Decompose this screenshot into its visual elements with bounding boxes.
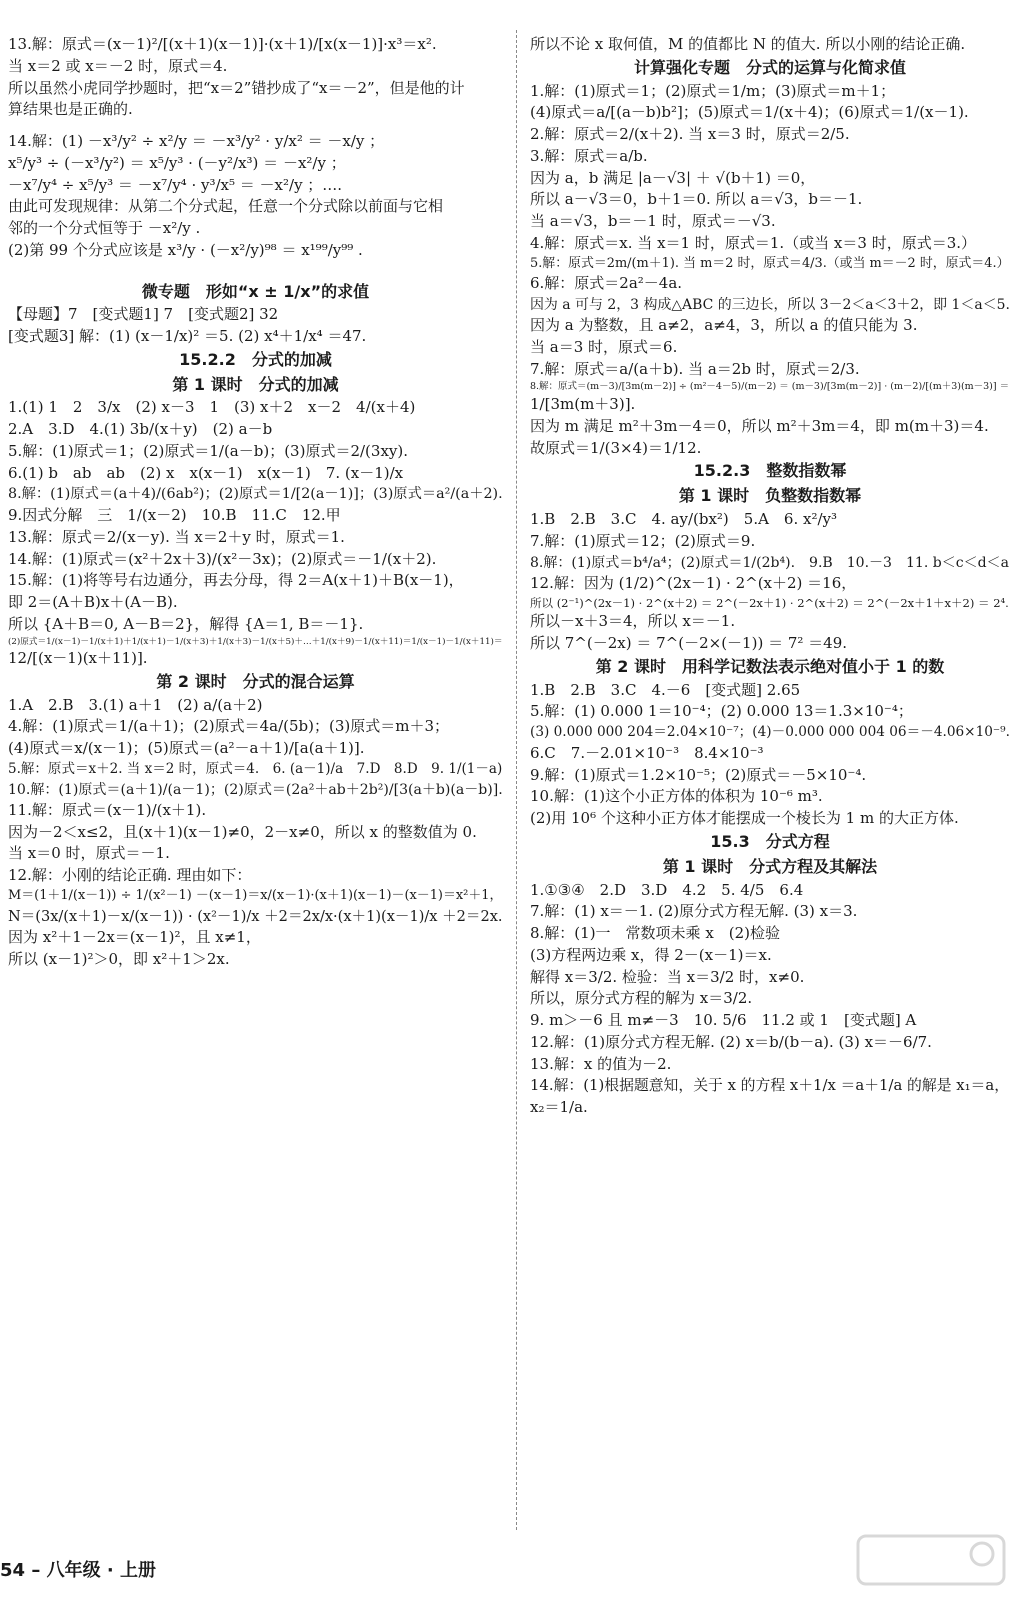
- section-heading: 15.2.2 分式的加减: [179, 349, 332, 369]
- answer-line: 所以不论 x 取何值，M 的值都比 N 的值大. 所以小刚的结论正确.: [530, 35, 966, 53]
- answer-line: 1.解：(1)原式＝1；(2)原式＝1/m；(3)原式＝m＋1；: [530, 81, 896, 100]
- left-answer-column: [8, 34, 503, 970]
- answer-line: (2)原式＝1/(x－1)－1/(x＋1)＋1/(x＋1)－1/(x＋3)＋1/(x＋3)－1/(x＋5)＋…＋1/(x＋9)－1/(x＋11)＝1/(x－1)－1/(x＋11)＝: [8, 636, 503, 647]
- answer-line: 9. m＞－6 且 m≠－3 10. 5/6 11.2 或 1 [变式题] A: [530, 1011, 917, 1030]
- answer-line: 所以 a－√3＝0，b＋1＝0. 所以 a＝√3，b＝－1.: [530, 190, 863, 209]
- section-heading: 第 1 课时 负整数指数幂: [678, 486, 862, 506]
- answer-line: 当 a＝3 时，原式＝6.: [530, 337, 678, 356]
- answer-line: x⁵/y³ ÷ (－x³/y²) ＝ x⁵/y³ · (－y²/x³) ＝ －x²/y ；: [8, 153, 346, 172]
- answer-line: 因为 m 满足 m²＋3m－4＝0，所以 m²＋3m＝4，即 m(m＋3)＝4.: [530, 416, 989, 435]
- answer-line: 所以虽然小虎同学抄题时，把“x＝2”错抄成了“x＝－2”，但是他的计: [8, 78, 465, 97]
- answer-line: 1.①③④ 2.D 3.D 4.2 5. 4/5 6.4: [530, 880, 804, 899]
- answer-line: 13.解：原式＝2/(x－y). 当 x＝2＋y 时，原式＝1.: [8, 527, 345, 546]
- answer-line: 所以 (x－1)²＞0，即 x²＋1＞2x.: [8, 949, 230, 968]
- answer-line: 14.解：(1)根据题意知，关于 x 的方程 x＋1/x ＝a＋1/a 的解是 x₁＝a，: [530, 1077, 1010, 1095]
- section-heading: 微专题 形如“x ± 1/x”的求值: [141, 281, 370, 301]
- answer-line: (4)原式＝a/[(a－b)b²]；(5)原式＝1/(x＋4)；(6)原式＝1/(x－1).: [530, 103, 969, 122]
- answer-line: 8.解：(1)原式＝(a＋4)/(6ab²)；(2)原式＝1/[2(a－1)]；(3)原式＝a²/(a＋2).: [8, 486, 503, 503]
- answer-line: 即 2＝(A＋B)x＋(A－B).: [8, 593, 178, 612]
- answer-line: 8.解：(1)原式＝b⁴/a⁴；(2)原式＝1/(2b⁴). 9.B 10.－3 11. b＜c＜d＜a: [530, 554, 1009, 571]
- section-heading: 第 2 课时 用科学记数法表示绝对值小于 1 的数: [595, 656, 945, 676]
- answer-line: 1.A 2.B 3.(1) a＋1 (2) a/(a＋2): [8, 695, 263, 714]
- section-heading: 第 1 课时 分式的加减: [172, 374, 339, 394]
- answer-line: (3) 0.000 000 204＝2.04×10⁻⁷；(4)－0.000 000 004 06＝－4.06×10⁻⁹.: [530, 724, 1010, 741]
- answer-line: (2)用 10⁶ 个这种小正方体才能摆成一个棱长为 1 m 的大正方体.: [530, 809, 959, 828]
- answer-line: 1/[3m(m＋3)].: [530, 395, 636, 414]
- column-divider: [516, 30, 517, 1530]
- answer-line: 4.解：原式＝x. 当 x＝1 时，原式＝1.（或当 x＝3 时，原式＝3.）: [530, 233, 977, 252]
- section-heading: 计算强化专题 分式的运算与化简求值: [633, 57, 906, 77]
- answer-line: 5.解：原式＝x＋2. 当 x＝2 时，原式＝4. 6. (a－1)/a 7.D 8.D 9. 1/(1－a): [8, 760, 503, 777]
- answer-line: 因为－2＜x≤2，且(x＋1)(x－1)≠0，2－x≠0，所以 x 的整数值为 0.: [8, 822, 477, 841]
- answer-line: 故原式＝1/(3×4)＝1/12.: [530, 438, 702, 457]
- answer-line: 算结果也是正确的.: [8, 100, 133, 119]
- answer-line: (2)第 99 个分式应该是 x³/y · (－x²/y)⁹⁸ ＝ x¹⁹⁹/y⁹⁹ .: [8, 240, 363, 259]
- answer-line: 14.解：(1) －x³/y² ÷ x²/y ＝ －x³/y² · y/x² ＝ －x/y ；: [8, 132, 385, 150]
- answer-line: 5.解：原式＝2m/(m＋1). 当 m＝2 时，原式＝4/3.（或当 m＝－2 时，原式＝4.）: [530, 255, 1010, 271]
- answer-line: 2.A 3.D 4.(1) 3b/(x＋y) (2) a－b: [8, 420, 273, 439]
- answer-line: 6.C 7.－2.01×10⁻³ 8.4×10⁻³: [530, 743, 764, 762]
- answer-line: 所以－x＋3＝4，所以 x＝－1.: [530, 612, 736, 631]
- answer-line: x₂＝1/a.: [530, 1097, 588, 1116]
- answer-line: 10.解：(1)原式＝(a＋1)/(a－1)；(2)原式＝(2a²＋ab＋2b²)/[3(a＋b)(a－b)].: [8, 781, 503, 798]
- answer-line: 13.解：原式＝(x－1)²/[(x＋1)(x－1)]·(x＋1)/[x(x－1)]·x³＝x².: [8, 35, 437, 53]
- answer-line: 7.解：原式＝a/(a＋b). 当 a＝2b 时，原式＝2/3.: [530, 359, 860, 378]
- section-heading: 15.2.3 整数指数幂: [693, 461, 847, 481]
- section-heading: 第 1 课时 分式方程及其解法: [662, 856, 878, 876]
- answer-line: 9.因式分解 三 1/(x－2) 10.B 11.C 12.甲: [8, 506, 341, 525]
- answer-line: 当 a＝√3，b＝－1 时，原式＝－√3.: [530, 212, 776, 231]
- answer-line: 解得 x＝3/2. 检验：当 x＝3/2 时，x≠0.: [530, 967, 805, 986]
- answer-line: (3)方程两边乘 x，得 2－(x－1)＝x.: [530, 945, 772, 964]
- answer-line: 当 x＝0 时，原式＝－1.: [8, 844, 170, 863]
- answer-line: 1.(1) 1 2 3/x (2) x－3 1 (3) x＋2 x－2 4/(x＋4): [8, 398, 416, 417]
- answer-line: 2.解：原式＝2/(x＋2). 当 x＝3 时，原式＝2/5.: [530, 125, 850, 144]
- answer-line: 当 x＝2 或 x＝－2 时，原式＝4.: [8, 56, 228, 75]
- spacer: [8, 121, 503, 131]
- answer-line: 10.解：(1)这个小正方体的体积为 10⁻⁶ m³.: [530, 787, 823, 806]
- answer-line: 所以 (2⁻¹)^(2x－1) · 2^(x＋2) ＝ 2^(－2x＋1) · 2^(x＋2) ＝ 2^(－2x＋1＋x＋2) ＝ 2⁴.: [530, 595, 1009, 610]
- answer-line: 11.解：原式＝(x－1)/(x＋1).: [8, 800, 207, 819]
- answer-line: 7.解：(1) x＝－1. (2)原分式方程无解. (3) x＝3.: [530, 902, 858, 921]
- answer-line: 12/[(x－1)(x＋11)].: [8, 649, 148, 668]
- answer-line: (4)原式＝x/(x－1)；(5)原式＝(a²－a＋1)/[a(a＋1)].: [8, 739, 365, 758]
- answer-line: 8.解：原式＝(m－3)/[3m(m－2)] ÷ (m²－4－5)/(m－2) ＝ (m－3)/[3m(m－2)] · (m－2)/[(m＋3)(m－3)] ＝: [530, 381, 1010, 393]
- answer-line: 8.解：(1)一 常数项未乘 x (2)检验: [530, 924, 781, 943]
- section-heading: 第 2 课时 分式的混合运算: [156, 671, 355, 691]
- answer-line: 12.解：小刚的结论正确. 理由如下：: [8, 866, 252, 885]
- answer-line: 【母题】7 [变式题1] 7 [变式题2] 32: [8, 305, 279, 324]
- answer-line: 4.解：(1)原式＝1/(a＋1)；(2)原式＝4a/(5b)；(3)原式＝m＋3；: [8, 717, 450, 736]
- answer-line: 1.B 2.B 3.C 4.－6 [变式题] 2.65: [530, 680, 801, 699]
- answer-line: 所以，原分式方程的解为 x＝3/2.: [530, 989, 753, 1008]
- watermark-logo: [856, 1534, 1006, 1586]
- answer-line: 3.解：原式＝a/b.: [530, 146, 648, 165]
- answer-line: N＝(3x/(x＋1)－x/(x－1)) · (x²－1)/x ＋2＝2x/x·(x＋1)(x－1)/x ＋2＝2x.: [8, 907, 503, 925]
- answer-line: 因为 a 可与 2，3 构成△ABC 的三边长，所以 3－2＜a＜3＋2，即 1＜a＜5.: [530, 297, 1010, 313]
- answer-line: 12.解：因为 (1/2)^(2x－1) · 2^(x＋2) ＝16，: [530, 573, 857, 592]
- section-heading: 15.3 分式方程: [710, 831, 830, 851]
- answer-line: 所以 7^(－2x) ＝ 7^(－2×(－1)) ＝ 7² ＝49.: [530, 634, 848, 653]
- answer-line: 因为 a 为整数，且 a≠2，a≠4，3，所以 a 的值只能为 3.: [530, 316, 918, 335]
- answer-line: 6.(1) b ab ab (2) x x(x－1) x(x－1) 7. (x－1)/x: [8, 463, 404, 482]
- answer-line: 9.解：(1)原式＝1.2×10⁻⁵；(2)原式＝－5×10⁻⁴.: [530, 765, 867, 784]
- answer-line: 12.解：(1)原分式方程无解. (2) x＝b/(b－a). (3) x＝－6/7.: [530, 1032, 932, 1051]
- page-footer: 54 – 八年级 · 上册: [0, 1560, 156, 1581]
- answer-line: 15.解：(1)将等号右边通分，再去分母，得 2＝A(x＋1)＋B(x－1)，: [8, 571, 464, 590]
- answer-line: 14.解：(1)原式＝(x²＋2x＋3)/(x²－3x)；(2)原式＝－1/(x＋2).: [8, 549, 437, 568]
- right-answer-column: [530, 34, 1010, 1119]
- answer-line: 所以 {A＋B＝0, A－B＝2}，解得 {A＝1, B＝－1}.: [8, 614, 364, 633]
- answer-line: 因为 a，b 满足 |a－√3| ＋ √(b＋1) ＝0，: [530, 168, 816, 187]
- answer-line: 1.B 2.B 3.C 4. ay/(bx²) 5.A 6. x²/y³: [530, 510, 838, 529]
- answer-line: [变式题3] 解：(1) (x－1/x)² ＝5. (2) x⁴＋1/x⁴ ＝47.: [8, 327, 367, 346]
- answer-line: 6.解：原式＝2a²－4a.: [530, 274, 683, 293]
- answer-line: 由此可发现规律：从第二个分式起，任意一个分式除以前面与它相: [8, 197, 444, 216]
- answer-line: 7.解：(1)原式＝12；(2)原式＝9.: [530, 531, 756, 550]
- answer-line: 13.解：x 的值为－2.: [530, 1054, 672, 1073]
- answer-line: M＝(1＋1/(x－1)) ÷ 1/(x²－1) －(x－1)＝x/(x－1)·(x＋1)(x－1)－(x－1)＝x²＋1，: [8, 887, 503, 903]
- answer-line: 5.解：(1)原式＝1；(2)原式＝1/(a－b)；(3)原式＝2/(3xy).: [8, 441, 408, 460]
- answer-line: 邻的一个分式恒等于 －x²/y .: [8, 219, 201, 237]
- spacer: [8, 262, 503, 280]
- answer-line: －x⁷/y⁴ ÷ x⁵/y³ ＝ －x⁷/y⁴ · y³/x⁵ ＝ －x²/y ；….: [8, 175, 343, 194]
- answer-line: 5.解：(1) 0.000 1＝10⁻⁴；(2) 0.000 13＝1.3×10⁻⁴；: [530, 702, 913, 721]
- answer-line: 因为 x²＋1－2x＝(x－1)²，且 x≠1，: [8, 927, 261, 946]
